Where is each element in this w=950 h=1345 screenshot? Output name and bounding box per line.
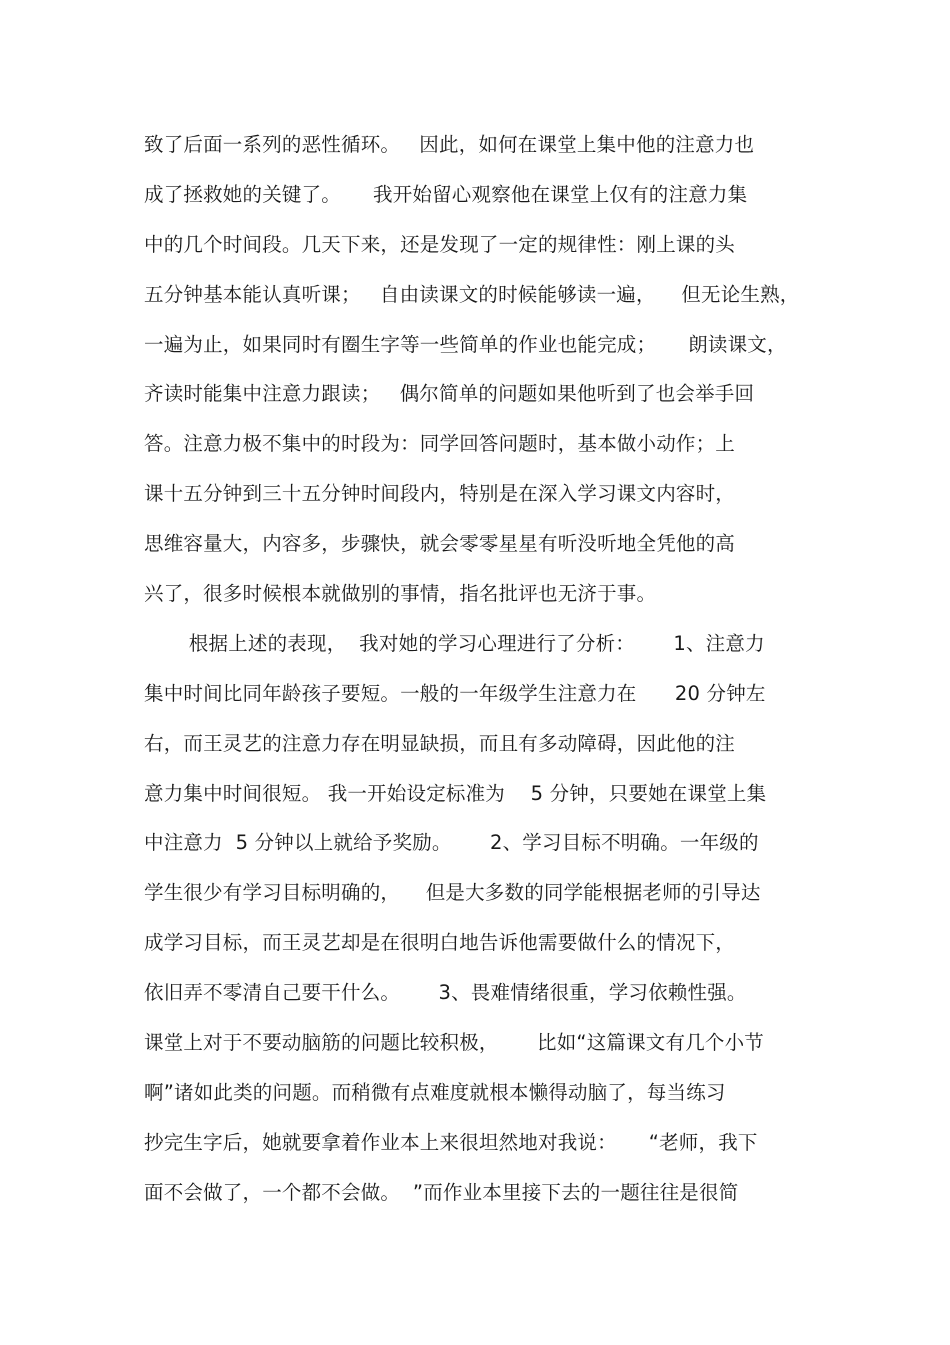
text-line: 答。注意力极不集中的时段为：同学回答问题时，基本做小动作；上 — [144, 432, 736, 456]
text-line: 思维容量大，内容多，步骤快，就会零零星星有听没听地全凭他的高 — [144, 532, 736, 556]
paragraph-start-line: 根据上述的表现， 我对她的学习心理进行了分析： 1、注意力 — [144, 631, 765, 655]
text-line: 集中时间比同年龄孩子要短。一般的一年级学生注意力在 20 分钟左 — [144, 681, 766, 705]
text-line: 成学习目标，而王灵艺却是在很明白地告诉他需要做什么的情况下， — [144, 931, 736, 955]
text-line: 学生很少有学习目标明确的， 但是大多数的同学能根据老师的引导达 — [144, 881, 761, 905]
text-line: 依旧弄不零清自己要干什么。 3、畏难情绪很重，学习依赖性强。 — [144, 981, 747, 1005]
text-line: 兴了，很多时候根本就做别的事情，指名批评也无济于事。 — [144, 582, 657, 606]
text-line: 一遍为止，如果同时有圈生字等一些简单的作业也能完成； 朗读课文， — [144, 332, 787, 356]
body-text — [144, 126, 824, 1224]
text-line: 齐读时能集中注意力跟读； 偶尔简单的问题如果他听到了也会举手回 — [144, 382, 755, 406]
text-line: 面不会做了，一个都不会做。 ”而作业本里接下去的一题往往是很简 — [144, 1180, 739, 1204]
text-line: 致了后面一系列的恶性循环。 因此，如何在课堂上集中他的注意力也 — [144, 133, 755, 156]
text-line: 抄完生字后，她就要拿着作业本上来很坦然地对我说： “老师，我下 — [144, 1130, 758, 1154]
text-line: 中的几个时间段。几天下来，还是发现了一定的规律性：刚上课的头 — [144, 232, 736, 256]
text-line: 五分钟基本能认真听课； 自由读课文的时候能够读一遍， 但无论生熟， — [144, 282, 800, 306]
text-line: 课堂上对于不要动脑筋的问题比较积极， 比如“这篇课文有几个小节 — [144, 1031, 764, 1055]
text-line: 课十五分钟到三十五分钟时间段内，特别是在深入学习课文内容时， — [144, 482, 736, 506]
text-line: 右，而王灵艺的注意力存在明显缺损，而且有多动障碍，因此他的注 — [144, 731, 736, 755]
text-line: 意力集中时间很短。 我一开始设定标准为 5 分钟，只要她在课堂上集 — [144, 781, 767, 805]
text-line: 中注意力 5 分钟以上就给予奖励。 2、学习目标不明确。一年级的 — [144, 831, 759, 855]
text-line: 成了拯救她的关键了。 我开始留心观察他在课堂上仅有的注意力集 — [144, 182, 748, 206]
text-line: 啊”诸如此类的问题。而稍微有点难度就根本懒得动脑了，每当练习 — [144, 1080, 726, 1104]
